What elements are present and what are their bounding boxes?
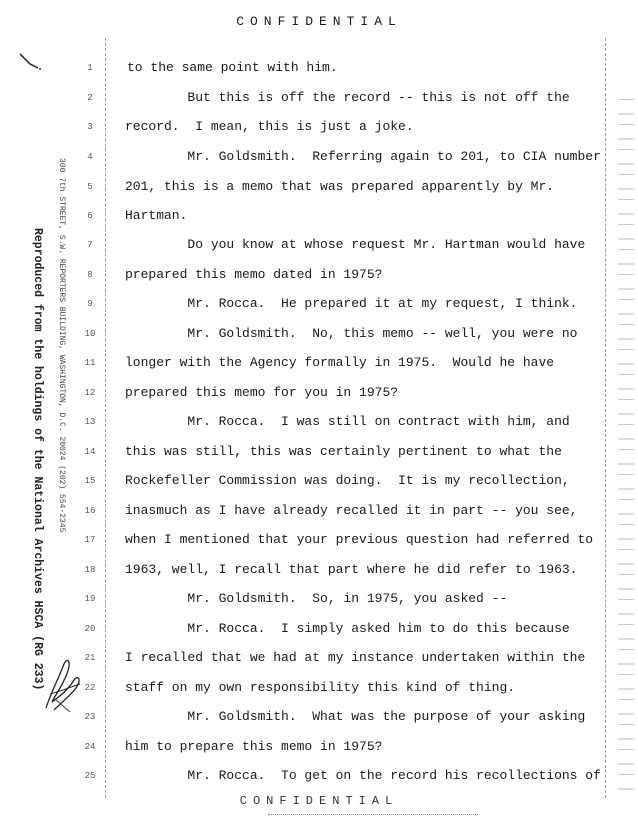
- line-12-number: 12: [84, 388, 96, 398]
- line-25-number: 25: [84, 771, 96, 781]
- line-16-number: 16: [84, 506, 96, 516]
- line-14-number: 14: [84, 447, 96, 457]
- reporter-address-stamp: 300 7th STREET, S.W. REPORTERS BUILDING, WASHINGTON, D.C. 20024 (202) 554-2345: [57, 158, 66, 533]
- left-margin-rule: [105, 38, 107, 798]
- signature-scribble: [40, 650, 88, 716]
- line-1-text: to the same point with him.: [127, 60, 338, 75]
- line-10-text: Mr. Goldsmith. No, this memo -- well, you were no: [125, 326, 578, 341]
- line-14-text: this was still, this was certainly pertinent to what the: [125, 444, 562, 459]
- line-7-text: Do you know at whose request Mr. Hartman would have: [125, 237, 586, 252]
- line-17-text: when I mentioned that your previous question had referred to: [125, 532, 594, 547]
- line-24-text: him to prepare this memo in 1975?: [125, 739, 383, 754]
- page-footer: CONFIDENTIAL: [239, 794, 399, 808]
- line-7-number: 7: [87, 240, 93, 250]
- scan-edge-noise: [618, 90, 634, 790]
- line-6-text: Hartman.: [125, 208, 188, 223]
- line-20-number: 20: [84, 624, 96, 634]
- line-21-number: 21: [84, 653, 96, 663]
- line-23-number: 23: [84, 712, 96, 722]
- line-21-text: I recalled that we had at my instance undertaken within the: [125, 650, 586, 665]
- line-24-number: 24: [84, 742, 96, 752]
- line-2-number: 2: [87, 93, 93, 103]
- line-23-text: Mr. Goldsmith. What was the purpose of your asking: [125, 709, 586, 724]
- line-12-text: prepared this memo for you in 1975?: [125, 385, 399, 400]
- line-22-text: staff on my own responsibility this kind of thing.: [125, 680, 516, 695]
- line-11-number: 11: [84, 358, 96, 368]
- line-4-number: 4: [87, 152, 93, 162]
- line-2-text: But this is off the record -- this is not off the: [125, 90, 570, 105]
- corner-mark-icon: [18, 50, 44, 72]
- line-11-text: longer with the Agency formally in 1975. Would he have: [125, 355, 555, 370]
- line-18-text: 1963, well, I recall that part where he did refer to 1963.: [125, 562, 578, 577]
- footer-scan-noise: [268, 814, 478, 819]
- line-19-number: 19: [84, 594, 96, 604]
- archives-reproduction-notice: Reproduced from the holdings of the National Archives HSCA (RG 233): [31, 228, 44, 691]
- line-15-number: 15: [84, 476, 96, 486]
- line-10-number: 10: [84, 329, 96, 339]
- line-3-number: 3: [87, 122, 93, 132]
- line-17-number: 17: [84, 535, 96, 545]
- line-9-text: Mr. Rocca. He prepared it at my request, I think.: [125, 296, 578, 311]
- line-20-text: Mr. Rocca. I simply asked him to do this because: [125, 621, 570, 636]
- line-13-text: Mr. Rocca. I was still on contract with him, and: [125, 414, 570, 429]
- line-9-number: 9: [87, 299, 93, 309]
- line-8-number: 8: [87, 270, 93, 280]
- line-13-number: 13: [84, 417, 96, 427]
- line-4-text: Mr. Goldsmith. Referring again to 201, to CIA number: [125, 149, 601, 164]
- line-6-number: 6: [87, 211, 93, 221]
- line-5-number: 5: [87, 182, 93, 192]
- line-15-text: Rockefeller Commission was doing. It is my recollection,: [125, 473, 570, 488]
- line-25-text: Mr. Rocca. To get on the record his recollections of: [125, 768, 601, 783]
- line-1-number: 1: [87, 63, 93, 73]
- line-16-text: inasmuch as I have already recalled it in part -- you see,: [125, 503, 578, 518]
- line-3-text: record. I mean, this is just a joke.: [125, 119, 414, 134]
- page-header: CONFIDENTIAL: [236, 14, 402, 29]
- line-18-number: 18: [84, 565, 96, 575]
- line-19-text: Mr. Goldsmith. So, in 1975, you asked --: [125, 591, 508, 606]
- line-8-text: prepared this memo dated in 1975?: [125, 267, 383, 282]
- line-22-number: 22: [84, 683, 96, 693]
- right-margin-rule: [605, 38, 607, 798]
- line-5-text: 201, this is a memo that was prepared apparently by Mr.: [125, 179, 555, 194]
